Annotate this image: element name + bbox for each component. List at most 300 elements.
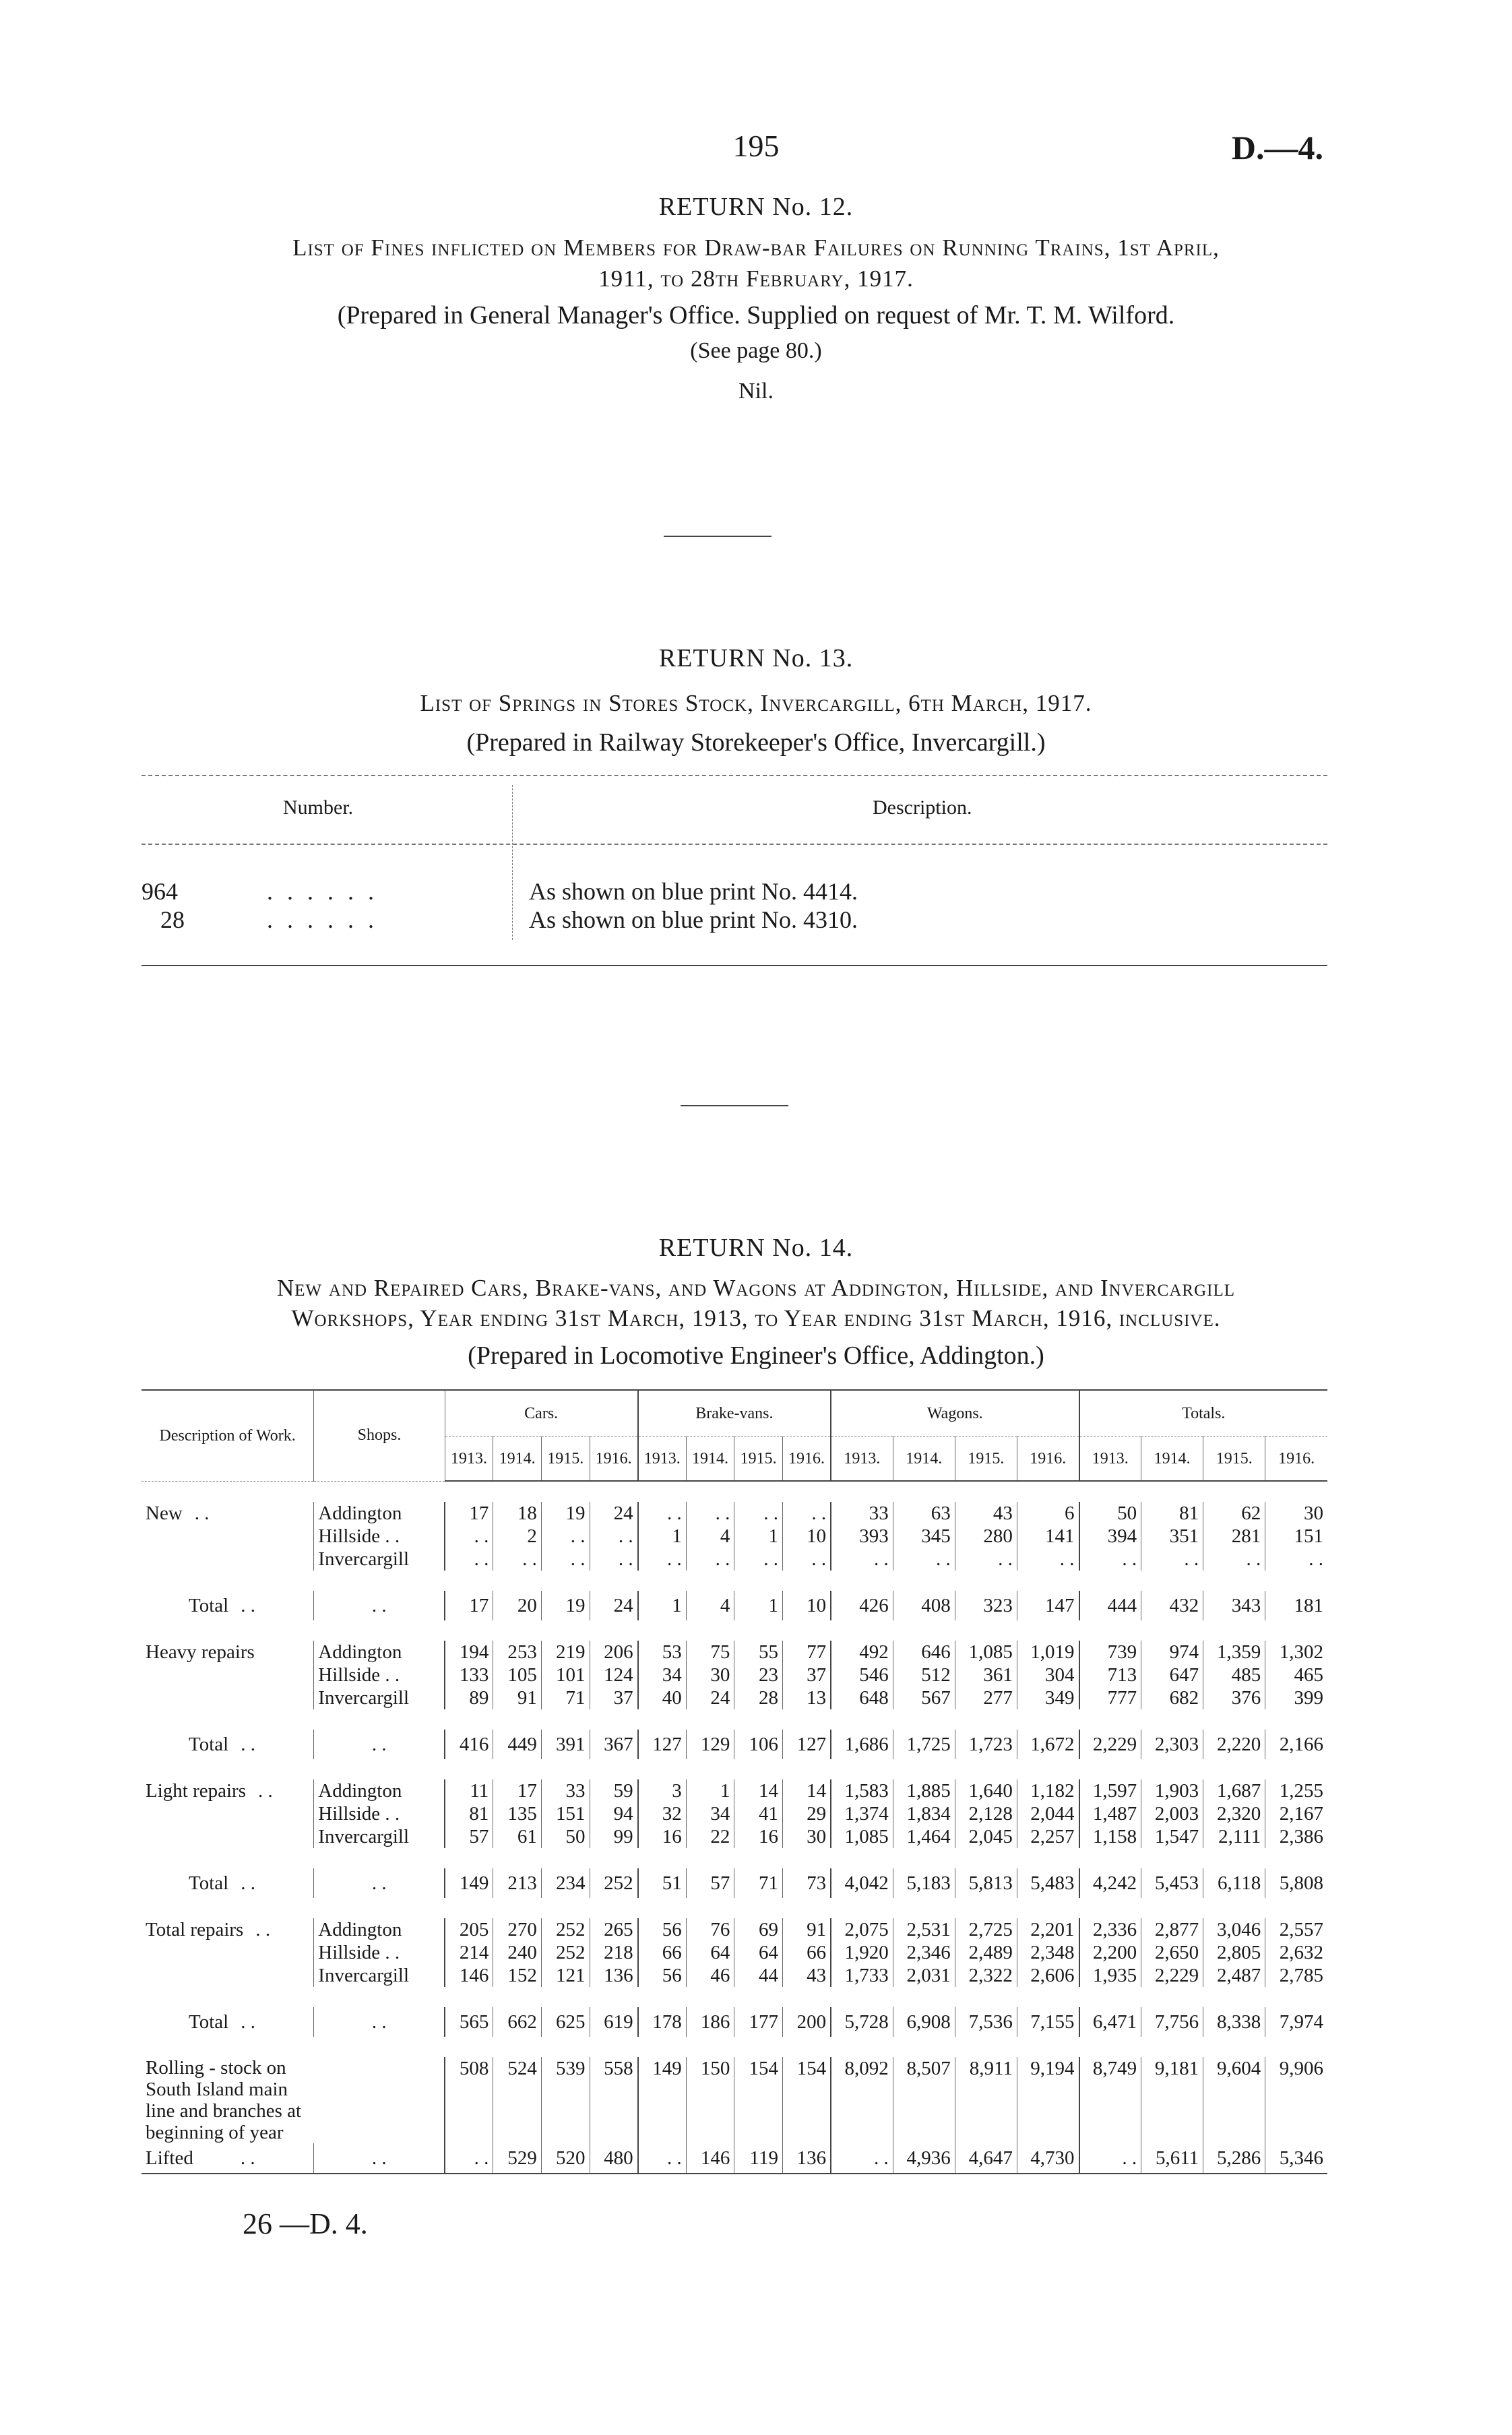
column-header-description: Description. [873,796,972,819]
table-cell: 1,935 [1079,1964,1141,1987]
table-cell: 2,201 [1017,1918,1079,1941]
table-cell: 974 [1141,1641,1203,1664]
table-cell: 1,359 [1203,1641,1265,1664]
table-cell: 345 [893,1525,955,1548]
table-cell: 119 [734,2143,783,2174]
table-cell: 150 [686,2057,734,2143]
spring-description: As shown on blue print No. 4310. [529,906,858,933]
description-label: New [146,1503,183,1524]
table-cell: 426 [831,1591,893,1620]
table-cell: 539 [541,2057,590,2143]
table-cell: 66 [638,1941,687,1964]
table-cell: 2,111 [1203,1825,1265,1848]
table-cell: 28 [734,1686,783,1709]
table-cell: 2,003 [1141,1802,1203,1825]
table-cell: 136 [590,1964,638,1987]
table-cell: 1,547 [1141,1825,1203,1848]
table-cell: 19 [541,1502,590,1525]
table-cell: 5,346 [1265,2143,1327,2174]
table-cell: 14 [734,1779,783,1802]
table-cell: 1 [734,1591,783,1620]
table-row [141,1548,1327,1571]
description-label: Total repairs [146,1919,244,1940]
table-cell: 2,044 [1017,1802,1079,1825]
table-cell: 177 [734,2007,783,2037]
table-cell: 1,464 [893,1825,955,1848]
spacer [141,1481,1327,1502]
return-13-subtitle: List of Springs in Stores Stock, Invercargill, 6th March, 1917. [420,690,1092,716]
table-cell: 361 [955,1664,1017,1686]
table-cell: 214 [445,1941,493,1964]
table-cell: . . [445,2143,493,2174]
shop-name: . . [314,1591,445,1620]
table-cell: 512 [893,1664,955,1686]
table-cell: 101 [541,1664,590,1686]
return-12-title: RETURN No. 12. [658,193,854,221]
table-cell: . . [493,1548,542,1571]
table-cell: 1 [638,1591,687,1620]
table-cell: . . [541,1548,590,1571]
table-cell: 30 [686,1664,734,1686]
return-12-subtitle-line1: List of Fines inflicted on Members for Draw-bar Failures on Running Trains, 1st April, [292,234,1220,261]
table-cell: 5,808 [1265,1868,1327,1898]
table-cell: 75 [686,1641,734,1664]
table-cell: 141 [1017,1525,1079,1548]
table-row [141,1918,1327,1941]
table-cell: 2,229 [1079,1730,1141,1759]
table-cell: 206 [590,1641,638,1664]
header-wagons: Wagons. [831,1390,1079,1437]
table-cell: 252 [541,1918,590,1941]
table-cell: 265 [590,1918,638,1941]
spacer [141,1620,1327,1641]
table-cell: 323 [955,1591,1017,1620]
table-cell: 20 [493,1591,542,1620]
year-header: 1915. [955,1437,1017,1482]
table-cell: 181 [1265,1591,1327,1620]
table-cell: 546 [831,1664,893,1686]
shop-name: Addington [314,1502,445,1525]
table-cell: 18 [493,1502,542,1525]
table-cell: . . [893,1548,955,1571]
table-cell: 147 [1017,1591,1079,1620]
table-cell: 66 [782,1941,831,1964]
table-cell: 63 [893,1502,955,1525]
table-cell: 713 [1079,1664,1141,1686]
table-cell: 24 [590,1591,638,1620]
table-cell: 2,386 [1265,1825,1327,1848]
table-cell: 2,166 [1265,1730,1327,1759]
table-cell: 200 [782,2007,831,2037]
table-cell: 1,834 [893,1802,955,1825]
table-cell: 2,531 [893,1918,955,1941]
table-cell: 2,045 [955,1825,1017,1848]
table-cell: . . [782,1548,831,1571]
table-cell: 7,974 [1265,2007,1327,2037]
table-cell: 2,320 [1203,1802,1265,1825]
table-cell: 127 [782,1730,831,1759]
total-row [141,2007,1327,2037]
table-cell: 619 [590,2007,638,2037]
footer-signature: 26 —D. 4. [243,2207,368,2240]
table-cell: 3 [638,1779,687,1802]
header-brake-vans: Brake-vans. [638,1390,831,1437]
table-row [141,1802,1327,1825]
table-row [141,1525,1327,1548]
table-cell: 10 [782,1591,831,1620]
table-cell: 2,200 [1079,1941,1141,1964]
table-cell: 4 [686,1525,734,1548]
table-cell: 53 [638,1641,687,1664]
table-cell: 146 [445,1964,493,1987]
spacer [141,2037,1327,2057]
table-cell: 1,085 [831,1825,893,1848]
table-cell: 2,348 [1017,1941,1079,1964]
table-cell: 567 [893,1686,955,1709]
table-cell: 4,936 [893,2143,955,2174]
table-cell: 127 [638,1730,687,1759]
spacer [141,1709,1327,1730]
table-cell: 14 [782,1779,831,1802]
section-divider [664,536,771,537]
table-cell: 647 [1141,1664,1203,1686]
year-header: 1914. [686,1437,734,1482]
row-description [141,1641,314,1709]
table-cell: 529 [493,2143,542,2174]
total-label [141,1730,314,1759]
table-cell: 121 [541,1964,590,1987]
spacer [141,1848,1327,1868]
table-cell: 1,182 [1017,1779,1079,1802]
table-cell: 56 [638,1918,687,1941]
table-cell: 5,813 [955,1868,1017,1898]
table-cell: 2,877 [1141,1918,1203,1941]
table-cell: 16 [638,1825,687,1848]
table-cell: 24 [686,1686,734,1709]
table-cell: 280 [955,1525,1017,1548]
table-cell: 62 [1203,1502,1265,1525]
table-cell: 154 [782,2057,831,2143]
table-cell: 94 [590,1802,638,1825]
table-cell: 5,183 [893,1868,955,1898]
description-label: Heavy repairs [146,1641,255,1663]
table-cell: 6,908 [893,2007,955,2037]
table-cell: 2,229 [1141,1964,1203,1987]
return-12-prepared-note: (Prepared in General Manager's Office. Supplied on request of Mr. T. M. Wilford. [337,301,1175,329]
rolling-stock-label: Rolling - stock on South Island main line and branches at beginning of year [146,2057,302,2143]
leader-dots: . . [241,2011,255,2033]
table-cell: 81 [445,1802,493,1825]
table-cell: 17 [493,1779,542,1802]
table-cell: 277 [955,1686,1017,1709]
table-top-rule [141,775,1327,776]
table-cell: 625 [541,2007,590,2037]
table-row [141,1641,1327,1664]
table-cell: 152 [493,1964,542,1987]
table-cell: 106 [734,1730,783,1759]
table-cell: 5,286 [1203,2143,1265,2174]
table-cell: 37 [782,1664,831,1686]
year-header: 1913. [638,1437,687,1482]
table-cell: 8,911 [955,2057,1017,2143]
table-cell: 7,536 [955,2007,1017,2037]
table-cell: 399 [1265,1686,1327,1709]
table-cell: 2,650 [1141,1941,1203,1964]
table-cell: 105 [493,1664,542,1686]
table-cell: 41 [734,1802,783,1825]
table-cell: 2,322 [955,1964,1017,1987]
table-cell: 81 [1141,1502,1203,1525]
table-cell: 73 [782,1868,831,1898]
table-cell: . . [1017,1548,1079,1571]
header-shops: Shops. [314,1390,445,1481]
table-cell: . . [734,1502,783,1525]
spring-description: As shown on blue print No. 4414. [529,878,858,905]
table-cell: 393 [831,1525,893,1548]
table-cell: . . [445,1525,493,1548]
table-cell: 1,085 [955,1641,1017,1664]
table-cell: 2,632 [1265,1941,1327,1964]
table-cell: 2,557 [1265,1918,1327,1941]
table-cell: . . [541,1525,590,1548]
table-cell: 777 [1079,1686,1141,1709]
year-header: 1915. [734,1437,783,1482]
table-cell: 71 [734,1868,783,1898]
table-cell: 151 [1265,1525,1327,1548]
table-cell: 558 [590,2057,638,2143]
leader-dots: . . [255,1919,271,1940]
table-cell: 77 [782,1641,831,1664]
table-cell: 1,687 [1203,1779,1265,1802]
table-bottom-rule [141,965,1327,966]
leader-dots: . . [241,1595,255,1616]
lifted-row [141,2143,1327,2174]
table-cell: 2,606 [1017,1964,1079,1987]
table-cell: 252 [590,1868,638,1898]
table-cell: 50 [1079,1502,1141,1525]
shop-name: . . [314,1868,445,1898]
table-cell: 416 [445,1730,493,1759]
table-cell: 17 [445,1502,493,1525]
shop-name: Hillside . . [314,1941,445,1964]
page-number: 195 [732,129,780,163]
year-header: 1913. [445,1437,493,1482]
year-header: 1914. [893,1437,955,1482]
table-cell: 391 [541,1730,590,1759]
table-cell: . . [638,1502,687,1525]
return-12-see-page: (See page 80.) [690,338,822,363]
spacer [141,1759,1327,1779]
return-14-table [141,1389,1327,2174]
table-cell: 281 [1203,1525,1265,1548]
table-cell: . . [831,1548,893,1571]
table-row [141,1964,1327,1987]
table-cell: 1,487 [1079,1802,1141,1825]
table-cell: 1,374 [831,1802,893,1825]
table-cell: 99 [590,1825,638,1848]
table-row [141,1664,1327,1686]
table-cell: 343 [1203,1591,1265,1620]
return-13-prepared-note: (Prepared in Railway Storekeeper's Office, Invercargill.) [466,728,1046,757]
spring-number: 28 [160,906,185,933]
table-cell: 2,075 [831,1918,893,1941]
section-divider [681,1105,788,1106]
table-cell: 2,167 [1265,1802,1327,1825]
table-cell: 1 [686,1779,734,1802]
table-cell: 1,597 [1079,1779,1141,1802]
table-cell: 520 [541,2143,590,2174]
table-cell: 2,257 [1017,1825,1079,1848]
table-cell: 32 [638,1802,687,1825]
return-12-subtitle-line2: 1911, to 28th February, 1917. [598,265,914,292]
table-row [141,1502,1327,1525]
return-14-title: RETURN No. 14. [658,1234,854,1262]
table-cell: 8,507 [893,2057,955,2143]
shop-name: . . [314,2143,445,2174]
table-cell: 34 [686,1802,734,1825]
table-cell: 56 [638,1964,687,1987]
table-cell: 1,733 [831,1964,893,1987]
table-cell: 55 [734,1641,783,1664]
table-cell: 1,903 [1141,1779,1203,1802]
table-cell: 11 [445,1779,493,1802]
table-cell: 367 [590,1730,638,1759]
table-row [141,906,1327,935]
table-cell: 40 [638,1686,687,1709]
total-label [141,1591,314,1620]
table-cell: 408 [893,1591,955,1620]
table-cell: 10 [782,1525,831,1548]
table-cell: 1,583 [831,1779,893,1802]
table-cell: . . [638,1548,687,1571]
table-cell: 2,346 [893,1941,955,1964]
leader-dots: . . [240,2147,255,2169]
table-cell: 508 [445,2057,493,2143]
rolling-stock-row [141,2057,1327,2143]
table-cell: 1,019 [1017,1641,1079,1664]
table-cell: 51 [638,1868,687,1898]
table-cell: 2,220 [1203,1730,1265,1759]
spacer [141,1898,1327,1918]
shop-name: Invercargill [314,1548,445,1571]
table-cell: 91 [493,1686,542,1709]
table-cell: 394 [1079,1525,1141,1548]
table-cell: 178 [638,2007,687,2037]
total-label [141,2007,314,2037]
column-header-number: Number. [283,796,354,819]
table-cell: . . [734,1548,783,1571]
leader-dots: . . [257,1780,273,1802]
table-cell: 22 [686,1825,734,1848]
leader-dots: . . . . . . [267,878,378,905]
table-cell: 4,730 [1017,2143,1079,2174]
table-cell: 5,728 [831,2007,893,2037]
row-description [141,1918,314,1987]
year-header: 1916. [1265,1437,1327,1482]
table-row [141,877,1327,907]
table-cell: 13 [782,1686,831,1709]
table-cell: 3,046 [1203,1918,1265,1941]
lifted-text: Lifted [146,2147,193,2169]
table-cell: 43 [782,1964,831,1987]
total-label [141,1868,314,1898]
leader-dots: . . [241,1734,255,1755]
table-cell: 71 [541,1686,590,1709]
table-cell: 4 [686,1591,734,1620]
table-cell: . . [1141,1548,1203,1571]
table-cell: 17 [445,1591,493,1620]
table-cell: . . [1079,2143,1141,2174]
header-bottom-rule [141,844,1327,845]
table-cell: 61 [493,1825,542,1848]
leader-dots: . . [194,1503,210,1524]
table-cell: . . [782,1502,831,1525]
table-cell: 4,042 [831,1868,893,1898]
year-header: 1913. [831,1437,893,1482]
table-cell: 2,805 [1203,1941,1265,1964]
table-cell: 565 [445,2007,493,2037]
table-cell: 1,255 [1265,1779,1327,1802]
table-cell: 44 [734,1964,783,1987]
table-cell: . . [1079,1548,1141,1571]
table-cell: 4,647 [955,2143,1017,2174]
table-cell: 1,723 [955,1730,1017,1759]
table-cell: 43 [955,1502,1017,1525]
table-cell: 6,118 [1203,1868,1265,1898]
table-cell: 432 [1141,1591,1203,1620]
table-cell: 218 [590,1941,638,1964]
header-cars: Cars. [445,1390,637,1437]
table-cell: 662 [493,2007,542,2037]
table-cell: 76 [686,1918,734,1941]
table-cell: 33 [831,1502,893,1525]
table-row [141,1686,1327,1709]
leader-dots: . . . . . . [267,906,378,933]
table-cell: 5,611 [1141,2143,1203,2174]
table-cell: 9,906 [1265,2057,1327,2143]
table-cell: 1,302 [1265,1641,1327,1664]
table-cell: . . [686,1502,734,1525]
table-cell: . . [686,1548,734,1571]
table-cell: 30 [782,1825,831,1848]
table-cell: 682 [1141,1686,1203,1709]
table-cell: 205 [445,1918,493,1941]
table-cell: 1,885 [893,1779,955,1802]
table-cell: 524 [493,2057,542,2143]
table-cell: 5,483 [1017,1868,1079,1898]
total-text: Total [189,2011,229,2033]
total-row [141,1591,1327,1620]
return-14-prepared-note: (Prepared in Locomotive Engineer's Office, Addington.) [468,1341,1044,1370]
table-cell: 34 [638,1664,687,1686]
shop-name: Invercargill [314,1964,445,1987]
table-cell: 9,194 [1017,2057,1079,2143]
table-cell: 646 [893,1641,955,1664]
total-text: Total [189,1734,229,1755]
table-cell: 1,158 [1079,1825,1141,1848]
table-cell: 69 [734,1918,783,1941]
return-13-title: RETURN No. 13. [658,644,854,672]
table-cell: 91 [782,1918,831,1941]
header-totals: Totals. [1079,1390,1328,1437]
table-cell: . . [590,1548,638,1571]
table-cell: 2,489 [955,1941,1017,1964]
table-cell: 9,181 [1141,2057,1203,2143]
table-cell: 270 [493,1918,542,1941]
table-cell: 149 [638,2057,687,2143]
total-text: Total [189,1595,229,1616]
table-cell: 349 [1017,1686,1079,1709]
